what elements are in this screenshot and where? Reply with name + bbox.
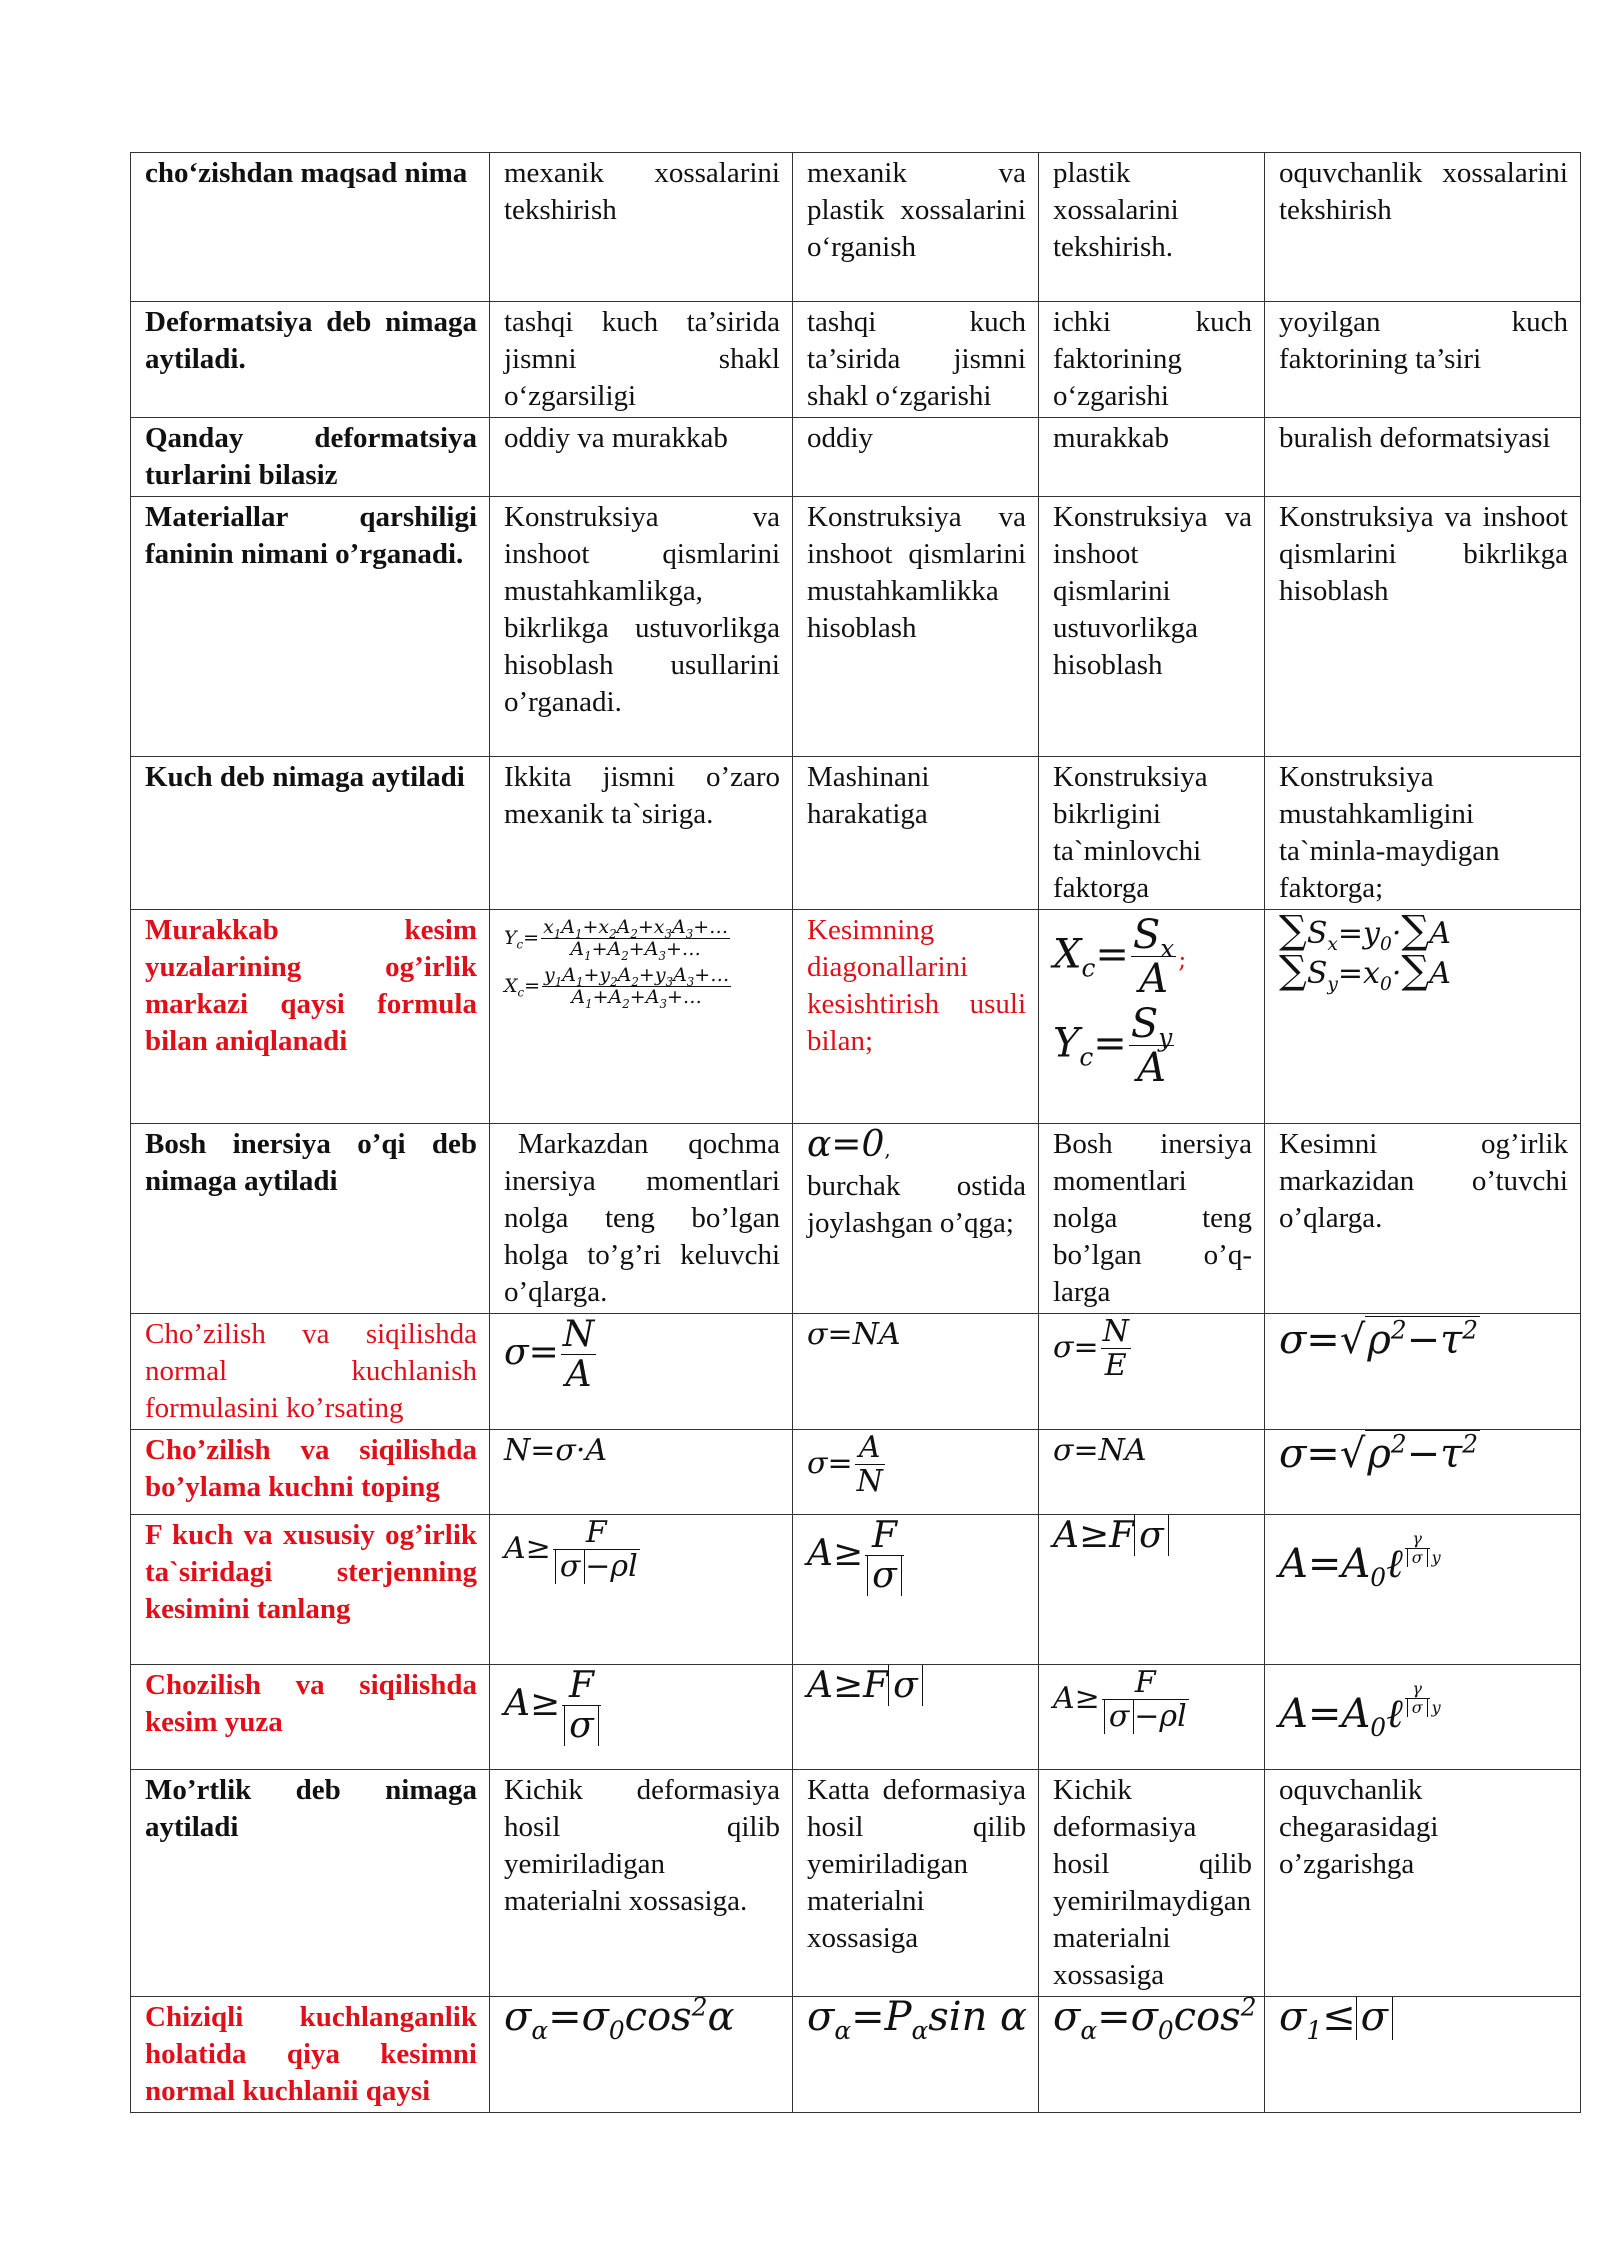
- table-row: [131, 497, 1581, 757]
- answer-cell-formula: [793, 1665, 1039, 1770]
- table-row: [131, 1430, 1581, 1515]
- answer-cell-formula: [490, 1665, 793, 1770]
- question-cell: Mo’rtlik deb nimaga aytiladi: [131, 1770, 490, 1997]
- answer-cell: [793, 1124, 1039, 1314]
- formula-sum-sy: $\sum S_y=x_0\cdot\sum A$: [1279, 948, 1451, 995]
- question-cell: Bosh inersiya o’qi deb nimaga aytiladi: [131, 1124, 490, 1314]
- answer-cell: Konstruksiya mustahkamligini ta`minla-maydigan faktorga;: [1265, 757, 1581, 910]
- answer-cell: Kesimning diagonallarini kesishtirish usuli bilan;: [793, 910, 1039, 1124]
- table-row: [131, 302, 1581, 418]
- answer-cell: tashqi kuch ta’sirida jismni shakl o‘zgarishi: [793, 302, 1039, 418]
- formula-a-f-sigma-rhol: A≥ $\frac{F}{\sigma -\rho l}$: [504, 1515, 638, 1584]
- table-row: [131, 1997, 1581, 2113]
- answer-cell: Konstruksiya va inshoot qismlarini ustuvorlikga hisoblash: [1039, 497, 1265, 757]
- question-cell: Cho’zilish va siqilishda bo’ylama kuchni toping: [131, 1430, 490, 1515]
- answer-cell: mexanik xossalarini tekshirish: [490, 153, 793, 302]
- formula-sigma-n-a: σ= $\frac{N}{A}$: [504, 1314, 595, 1395]
- answer-cell: oquvchanlik chegarasidagi o’zgarishga: [1265, 1770, 1581, 1997]
- formula-a-f-sigma-2: A≥ $\frac{F}{\sigma}$: [504, 1667, 780, 1745]
- formula-a-f-times-sigma: A≥F σ: [1053, 1517, 1252, 1554]
- formula-xc-sx: $X_c=$ $\frac{S_x}{A}$ ;: [1053, 912, 1187, 1002]
- question-cell: cho‘zishdan maqsad nima: [131, 153, 490, 302]
- answer-cell: Konstruksiya bikrligini ta`minlovchi faktorga: [1039, 757, 1265, 910]
- answer-cell-formula: [1265, 1314, 1581, 1430]
- answer-cell-formula: [1039, 1430, 1265, 1515]
- table-row: [131, 1665, 1581, 1770]
- answer-cell: plastik xossalarini tekshirish.: [1039, 153, 1265, 302]
- formula-a-a0-exp-2: $A=A_0\ell$ $^{\frac{\gamma}{\sigma} y}$: [1279, 1679, 1441, 1743]
- answer-cell-formula: [793, 1515, 1039, 1665]
- quiz-table: [130, 152, 1581, 2113]
- formula-sigma-a-n: σ= $\frac{A}{N}$: [807, 1430, 883, 1499]
- answer-cell: oddiy: [793, 418, 1039, 497]
- table-row: [131, 418, 1581, 497]
- answer-cell: Kichik deformasiya hosil qilib yemiriladigan materialni xossasiga.: [490, 1770, 793, 1997]
- formula-alpha-zero: α=0,: [807, 1124, 891, 1165]
- answer-cell: oddiy va murakkab: [490, 418, 793, 497]
- answer-cell-formula: [490, 1314, 793, 1430]
- answer-cell-formula: [1039, 1515, 1265, 1665]
- answer-cell: Bosh inersiya momentlari nolga teng bo’lgan o’q-larga: [1039, 1124, 1265, 1314]
- formula-yc-sy: $Y_c=$ $\frac{S_y}{A}$: [1053, 1001, 1173, 1091]
- answer-cell-formula: [1265, 1665, 1581, 1770]
- answer-cell-formula: [490, 1997, 793, 2113]
- question-cell: Murakkab kesim yuzalarining og’irlik markazi qaysi formula bilan aniqlanadi: [131, 910, 490, 1124]
- answer-cell-formula: [1039, 1314, 1265, 1430]
- question-cell: Deformatsiya deb nimaga aytiladi.: [131, 302, 490, 418]
- formula-xc: $X_c=$ $\frac{y_1A_1+y_2A_2+y_3A_3+\dots}{A_1+A_2+A_3+\dots}$: [504, 963, 730, 1011]
- formula-sigma-na: σ=NA: [807, 1317, 901, 1352]
- formula-sigma-na-2: σ=NA: [1053, 1433, 1147, 1468]
- answer-cell: murakkab: [1039, 418, 1265, 497]
- formula-sigma-alpha-cos: $\sigma_\alpha=\sigma_0\cos^2\alpha$: [504, 1996, 735, 2045]
- answer-cell-formula: [793, 1314, 1039, 1430]
- question-cell: Materiallar qarshiligi faninin nimani o’rganadi.: [131, 497, 490, 757]
- table-row: [131, 1314, 1581, 1430]
- table-row: [131, 757, 1581, 910]
- question-cell: Chiziqli kuchlanganlik holatida qiya kesimni normal kuchlanii qaysi: [131, 1997, 490, 2113]
- answer-cell: Katta deformasiya hosil qilib yemiriladigan materialni xossasiga: [793, 1770, 1039, 1997]
- question-cell: F kuch va xususiy og’irlik ta`siridagi sterjenning kesimini tanlang: [131, 1515, 490, 1665]
- answer-cell: oquvchanlik xossalarini tekshirish: [1265, 153, 1581, 302]
- formula-yc: $Y_c=$ $\frac{x_1A_1+x_2A_2+x_3A_3+\dots}{A_1+A_2+A_3+\dots}$: [504, 916, 729, 963]
- answer-cell-formula: [490, 1515, 793, 1665]
- formula-sum-sx: $\sum S_x=y_0\cdot\sum A$: [1279, 909, 1451, 955]
- answer-cell-formula: [1039, 910, 1265, 1124]
- answer-cell-formula: [1039, 1665, 1265, 1770]
- formula-sigma-n-e: σ= $\frac{N}{E}$: [1053, 1314, 1129, 1383]
- answer-cell: Konstruksiya va inshoot qismlarini mustahkamlikka hisoblash: [793, 497, 1039, 757]
- table-row: [131, 910, 1581, 1124]
- formula-n-sigma-a: N=σ·A: [504, 1433, 608, 1468]
- answer-cell: tashqi kuch ta’sirida jismni shakl o‘zgarsiligi: [490, 302, 793, 418]
- formula-sigma-alpha-cos-2: $\sigma_\alpha=\sigma_0\cos^2$: [1053, 1996, 1257, 2045]
- formula-sigma-sqrt: $\sigma=√\rho^2-\tau^2$: [1279, 1315, 1479, 1363]
- table-row: [131, 153, 1581, 302]
- formula-sigma-sqrt-2: $\sigma=√\rho^2-\tau^2$: [1279, 1429, 1479, 1477]
- answer-cell-formula: [793, 1430, 1039, 1515]
- answer-cell: buralish deformatsiyasi: [1265, 418, 1581, 497]
- answer-cell-formula: [1265, 1430, 1581, 1515]
- answer-cell: Kesimni og’irlik markazidan o’tuvchi o’qlarga.: [1265, 1124, 1581, 1314]
- answer-cell: Kichik deformasiya hosil qilib yemirilmaydigan materialni xossasiga: [1039, 1770, 1265, 1997]
- answer-cell: mexanik va plastik xossalarini o‘rganish: [793, 153, 1039, 302]
- answer-cell: Konstruksiya va inshoot qismlarini bikrlikga hisoblash: [1265, 497, 1581, 757]
- formula-sigma-alpha-sin: $\sigma_\alpha=P_\alpha\sin$ α: [807, 1996, 1028, 2045]
- answer-cell: Markazdan qochma inersiya momentlari nolga teng bo’lgan holga to’g’ri keluvchi o’qlarga.: [490, 1124, 793, 1314]
- answer-cell: ichki kuch faktorining o‘zgarishi: [1039, 302, 1265, 418]
- question-cell: Qanday deformatsiya turlarini bilasiz: [131, 418, 490, 497]
- answer-cell: yoyilgan kuch faktorining ta’siri: [1265, 302, 1581, 418]
- answer-text: burchak ostida joylashgan o’qga;: [807, 1170, 1026, 1239]
- table-row: [131, 1515, 1581, 1665]
- formula-a-f-sigma: A≥ $\frac{F}{\sigma}$: [807, 1517, 1026, 1595]
- table-row: [131, 1770, 1581, 1997]
- formula-sigma1-le-sigma: $\sigma_1\le \sigma$: [1279, 1999, 1568, 2036]
- table-row: [131, 1124, 1581, 1314]
- answer-cell-formula: [1265, 910, 1581, 1124]
- answer-cell-formula: [490, 910, 793, 1124]
- question-cell: Kuch deb nimaga aytiladi: [131, 757, 490, 910]
- formula-a-f-sigma-rhol-2: A≥ $\frac{F}{\sigma -\rho l}$: [1053, 1665, 1187, 1734]
- answer-cell: Mashinani harakatiga: [793, 757, 1039, 910]
- answer-cell: Ikkita jismni o’zaro mexanik ta`siriga.: [490, 757, 793, 910]
- answer-cell: Konstruksiya va inshoot qismlarini mustahkamlikga, bikrlikga ustuvorlikga hisoblash usullarini o’rganadi.: [490, 497, 793, 757]
- answer-cell-formula: [490, 1430, 793, 1515]
- answer-cell-formula: [1039, 1997, 1265, 2113]
- formula-a-f-times-sigma-2: A≥F σ: [807, 1667, 1026, 1704]
- question-cell: Cho’zilish va siqilishda normal kuchlanish formulasini ko’rsating: [131, 1314, 490, 1430]
- formula-a-a0-exp: $A=A_0\ell$ $^{\frac{\gamma}{\sigma} y}$: [1279, 1529, 1441, 1593]
- answer-cell-formula: [1265, 1997, 1581, 2113]
- answer-cell-formula: [793, 1997, 1039, 2113]
- question-cell: Chozilish va siqilishda kesim yuza: [131, 1665, 490, 1770]
- answer-cell-formula: [1265, 1515, 1581, 1665]
